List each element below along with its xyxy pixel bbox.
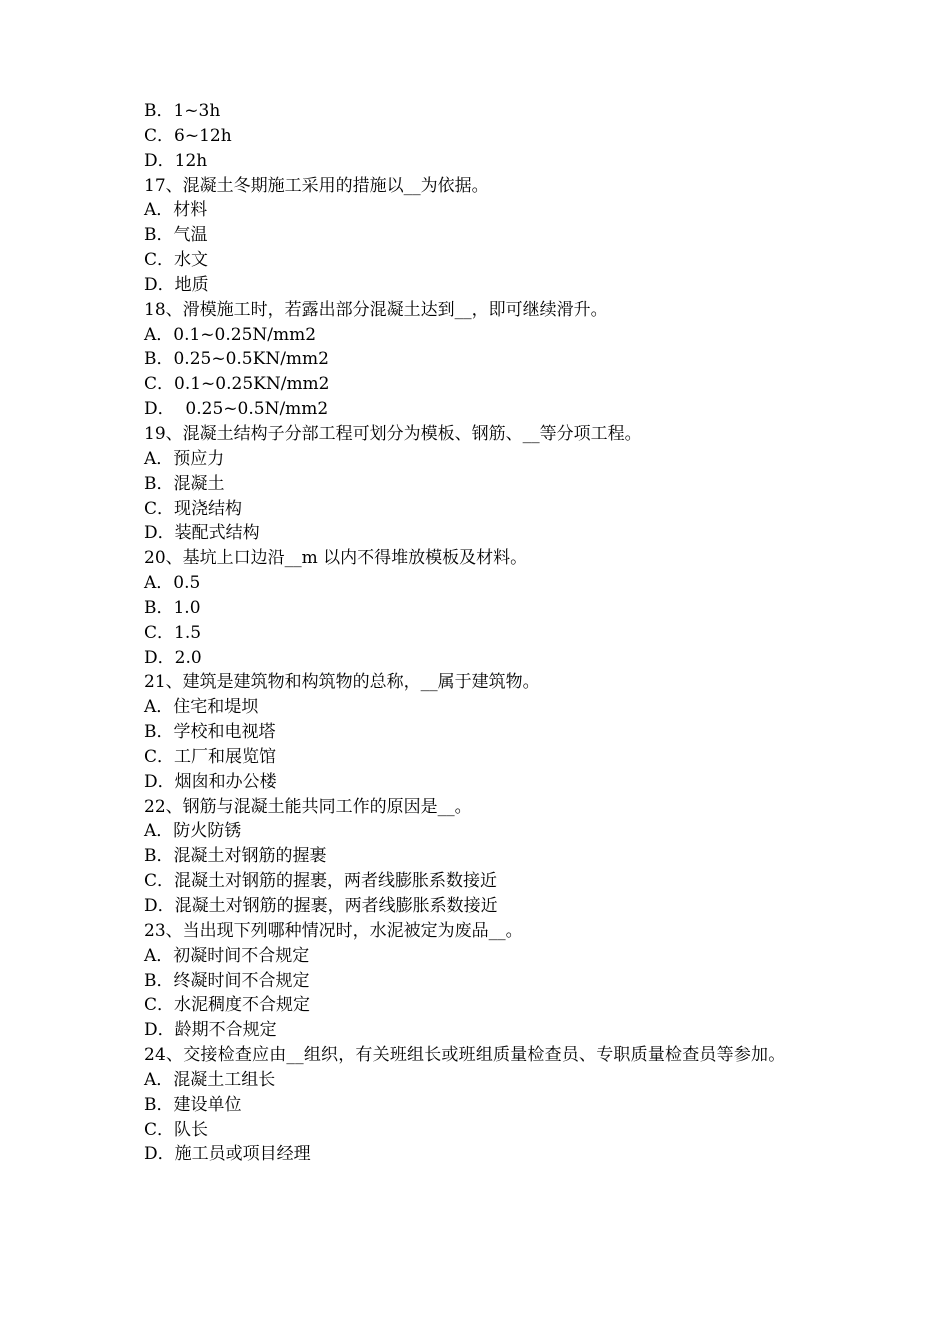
question-18: 18、滑模施工时，若露出部分混凝土达到__，即可继续滑升。 [144,299,608,320]
question-20: 20、基坑上口边沿__m 以内不得堆放模板及材料。 [144,548,528,569]
option-line: C．1.5 [144,622,202,643]
option-line: C．混凝土对钢筋的握裹，两者线膨胀系数接近 [144,871,498,892]
option-line: A．0.1~0.25N/mm2 [144,324,317,345]
option-line: B．1.0 [144,597,201,618]
option-line: B．终凝时间不合规定 [144,970,310,991]
option-line: C．6~12h [144,125,232,146]
question-23: 23、当出现下列哪种情况时，水泥被定为废品__。 [144,920,523,941]
option-line: C．水泥稠度不合规定 [144,995,311,1016]
option-line: C．工厂和展览馆 [144,746,277,767]
question-19: 19、混凝土结构子分部工程可划分为模板、钢筋、__等分项工程。 [144,423,642,444]
option-line: D．地质 [144,274,209,295]
option-line: D．混凝土对钢筋的握裹，两者线膨胀系数接近 [144,896,498,916]
option-line: A．0.5 [144,573,201,594]
option-line: D． 0.25~0.5N/mm2 [144,399,329,420]
document-page [144,99,824,1167]
question-24: 24、交接检查应由__组织，有关班组长或班组质量检查员、专职质量检查员等参加。 [144,1045,786,1066]
option-line: B．1~3h [144,101,221,121]
option-line: B．混凝土对钢筋的握裹 [144,846,327,867]
option-line: B．混凝土 [144,473,225,494]
option-line: D．2.0 [144,647,202,668]
question-17: 17、混凝土冬期施工采用的措施以__为依据。 [144,175,489,196]
question-21: 21、建筑是建筑物和构筑物的总称，__属于建筑物。 [144,672,540,693]
option-line: D．12h [144,150,208,171]
option-line: A．防火防锈 [144,821,242,842]
option-line: D．装配式结构 [144,523,260,544]
option-line: A．预应力 [144,448,225,469]
question-22: 22、钢筋与混凝土能共同工作的原因是__。 [144,796,472,817]
option-line: B．气温 [144,225,208,246]
option-line: A．初凝时间不合规定 [144,945,310,966]
option-line: B．0.25~0.5KN/mm2 [144,349,329,370]
option-line: C．0.1~0.25KN/mm2 [144,374,330,395]
option-line: A．材料 [144,200,208,221]
option-line: B．建设单位 [144,1094,242,1115]
option-line: D．龄期不合规定 [144,1020,277,1041]
option-line: C．现浇结构 [144,498,243,519]
option-line: A．住宅和堤坝 [144,697,259,718]
option-line: C．队长 [144,1119,209,1140]
option-line: D．烟囱和办公楼 [144,771,277,792]
option-line: D．施工员或项目经理 [144,1144,311,1165]
option-line: C．水文 [144,250,209,271]
option-line: A．混凝土工组长 [144,1069,276,1090]
option-line: B．学校和电视塔 [144,722,276,743]
